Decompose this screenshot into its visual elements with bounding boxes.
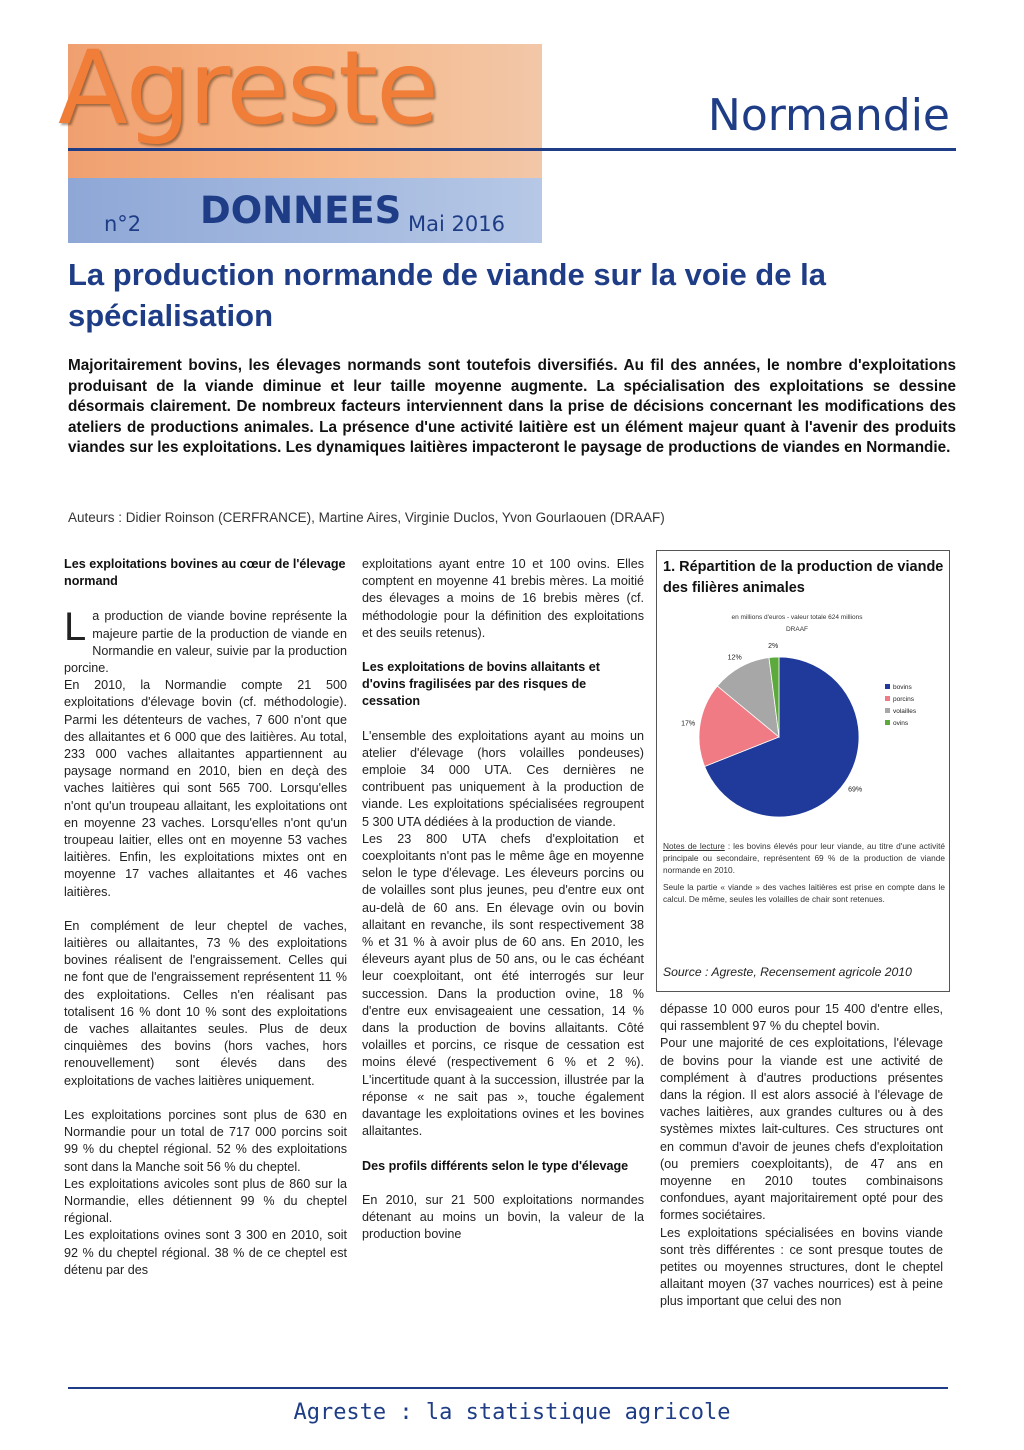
legend-swatch-volailles <box>885 708 890 713</box>
publication-series: DONNEES <box>200 189 402 232</box>
section-heading: Les exploitations de bovins allaitants et d'ovins fragilisées par des risques de cessation <box>362 660 600 709</box>
note-text: : les bovins élevés pour leur viande, au titre d'une activité principale ou secondaire, représentent 69 % de la production de viande normande en 2010. <box>663 841 945 875</box>
pie-chart <box>657 607 949 837</box>
paragraph: En 2010, sur 21 500 exploitations normandes détenant au moins un bovin, la valeur de la production bovine <box>362 1192 644 1242</box>
footer-text: Agreste : la statistique agricole <box>293 1400 731 1425</box>
page-title: La production normande de viande sur la voie de la spécialisation <box>68 257 826 333</box>
footer-rule <box>68 1387 948 1389</box>
figure-title: 1. Répartition de la production de viande des filières animales <box>663 559 944 596</box>
paragraph: Les exploitations ovines sont 3 300 en 2010, soit 92 % du cheptel régional. 38 % de ce cheptel est détenu par des <box>64 1228 347 1277</box>
authors-line: Auteurs : Didier Roinson (CERFRANCE), Martine Aires, Virginie Duclos, Yvon Gourlaouen (DRAAF) <box>68 510 665 525</box>
legend-swatch-bovins <box>885 684 890 689</box>
figure-box <box>656 550 950 992</box>
paragraph: En 2010, la Normandie compte 21 500 exploitations d'élevage bovin (cf. méthodologie). Parmi les détenteurs de vaches, 7 600 n'ont que des allaitantes et 6 000 que des laitières. Au total, 233 000 vaches allaitantes appartiennent au paysage normand en 2010, bien en deçà des vaches laitières qui sont 565 700. Lorsqu'elles n'ont qu'un troupeau allaitant, les exploitations ont en moyenne 23 vaches. Lorsqu'elles n'ont qu'un troupeau laitier, elles ont en moyenne 53 vaches laitières. Enfin, les exploitations mixtes ont en moyenne 17 vaches allaitantes et 46 vaches laitières. <box>64 678 347 899</box>
paragraph: exploitations ayant entre 10 et 100 ovins. Elles comptent en moyenne 41 brebis mères. La moitié des élevages a moins de 16 brebis mères (cf. méthodologie pour la définition des exploitations et des seuils retenus). <box>362 557 644 640</box>
paragraph: Pour une majorité de ces exploitations, l'élevage de bovins pour la viande est une activité de complément à d'autres productions présentes dans la région. Il est alors associé à l'élevage de vaches laitières, aux grandes cultures ou à des systèmes mixtes lait-cultures. Ces structures ont en commun d'avoir de jeunes chefs d'exploitation (ou premiers coexploitants), de 47 ans en moyenne en 2010 toutes combinaisons confondues, ayant majoritairement opté pour des formes sociétaires. <box>660 1036 943 1223</box>
slice-label-volailles: 12% <box>727 654 742 662</box>
legend-label-bovins: bovins <box>893 684 912 691</box>
legend-swatch-ovins <box>885 720 890 725</box>
publication-date: Mai 2016 <box>408 212 505 236</box>
paragraph: La production de viande bovine représente la majeure partie de la production de viande en Normandie en valeur, suivie par la production porcine. <box>64 605 347 676</box>
header-rule <box>68 148 956 151</box>
drop-cap: L <box>64 605 87 650</box>
slice-label-bovins: 69% <box>848 786 863 794</box>
paragraph: Les exploitations avicoles sont plus de 860 sur la Normandie, elles détiennent 99 % du cheptel régional. <box>64 1176 347 1226</box>
section-heading: Des profils différents selon le type d'élevage <box>362 1158 629 1173</box>
slice-label-ovins: 2% <box>768 643 779 651</box>
section-heading: Les exploitations bovines au cœur de l'élevage normand <box>64 557 346 589</box>
figure-notes <box>663 841 945 912</box>
issue-number: n°2 <box>104 212 142 236</box>
legend-swatch-porcins <box>885 696 890 701</box>
legend-label-porcins: porcins <box>893 696 914 703</box>
paragraph: L'ensemble des exploitations ayant au moins un atelier d'élevage (hors volailles pondeuses) emploie 34 000 UTA. Ces dernières ne contribuent pas uniquement à la production de viande. Les exploitations spécialisées regroupent 5 300 UTA dédiées à la production de viande. <box>362 728 644 829</box>
chart-subtitle: en millions d'euros - valeur totale 624 millions <box>731 614 863 621</box>
legend-label-volailles: volailles <box>893 708 917 715</box>
figure-source: Source : Agreste, Recensement agricole 2010 <box>663 965 912 979</box>
note-text: Seule la partie « viande » des vaches laitières est prise en compte dans le calcul. De même, seules les volailles de chair sont retenues. <box>663 882 945 905</box>
column-1 <box>64 556 347 1279</box>
brand-logo: Agreste <box>58 29 437 148</box>
paragraph: Les exploitations spécialisées en bovins viande sont très différentes : ce sont presque toutes de petites ou moyennes structures, dont le cheptel allaitant moyen (37 vaches nourrices) est à peine plus important que celui des non <box>660 1225 943 1309</box>
paragraph: Les exploitations porcines sont plus de 630 en Normandie pour un total de 717 000 porcins soit 99 % du cheptel régional. 52 % des exploitations sont dans la Manche soit 56 % du cheptel. <box>64 1107 347 1174</box>
column-3 <box>660 1001 943 1311</box>
slice-label-porcins: 17% <box>681 720 696 728</box>
intro-paragraph: Majoritairement bovins, les élevages normands sont toutefois diversifiés. Au fil des années, le nombre d'exploitations produisant de la viande diminue et leur taille moyenne augmente. La spécialisation des exploitations se dessine désormais clairement. De nombreux facteurs interviennent dans la prise de décisions concernant les modifications des ateliers de productions animales. La présence d'une activité laitière est un élément majeur quant à l'avenir des produits viandes sur les exploitations. Les dynamiques laitières impacteront le paysage de productions de viandes en Normandie. <box>68 357 956 456</box>
paragraph: En complément de leur cheptel de vaches, laitières ou allaitantes, 73 % des exploitations bovines réalisent de l'engraissement. Celles qui ne font que de l'engraissement représentent 11 % des exploitations. Celles n'en réalisant pas totalisent 16 % dont 10 % sont des exploitations de vaches allaitantes seules. Plus de deux cinquièmes des bovins (hors vaches, hors renouvellement) sont élevés dans des exploitations de vaches laitières uniquement. <box>64 918 347 1088</box>
note-label: Notes de lecture <box>663 841 725 851</box>
paragraph: Les 23 800 UTA chefs d'exploitation et coexploitants n'ont pas le même âge en moyenne selon le type d'élevage. Les éleveurs porcins ou de volailles sont plus jeunes, peu d'entre eux ont au-delà de 60 ans. En élevage ovin ou bovin allaitant en revanche, ils sont respectivement 38 % et 31 % à avoir plus de 60 ans. En 2010, les éleveurs ayant plus de 50 ans, ou le cas échéant leur coexploitant, ont été interrogés sur leur succession. Dans la production ovine, 18 % d'entre eux envisageaient une cessation, 14 % dans la production de bovins allaitants. Côté volailles et porcins, ce risque de cessation est moins élevé (respectivement 6 % et 2 %). L'incertitude quant à la succession, illustrée par la réponse « ne sait pas », touche également davantage les exploitations ovines et les bovines allaitantes. <box>362 831 644 1139</box>
chart-source-label: DRAAF <box>785 626 809 633</box>
legend-label-ovins: ovins <box>893 720 909 727</box>
region-name: Normandie <box>707 90 950 141</box>
column-2 <box>362 556 644 1243</box>
paragraph: dépasse 10 000 euros pour 15 400 d'entre elles, qui rassemblent 97 % du cheptel bovin. <box>660 1002 943 1034</box>
